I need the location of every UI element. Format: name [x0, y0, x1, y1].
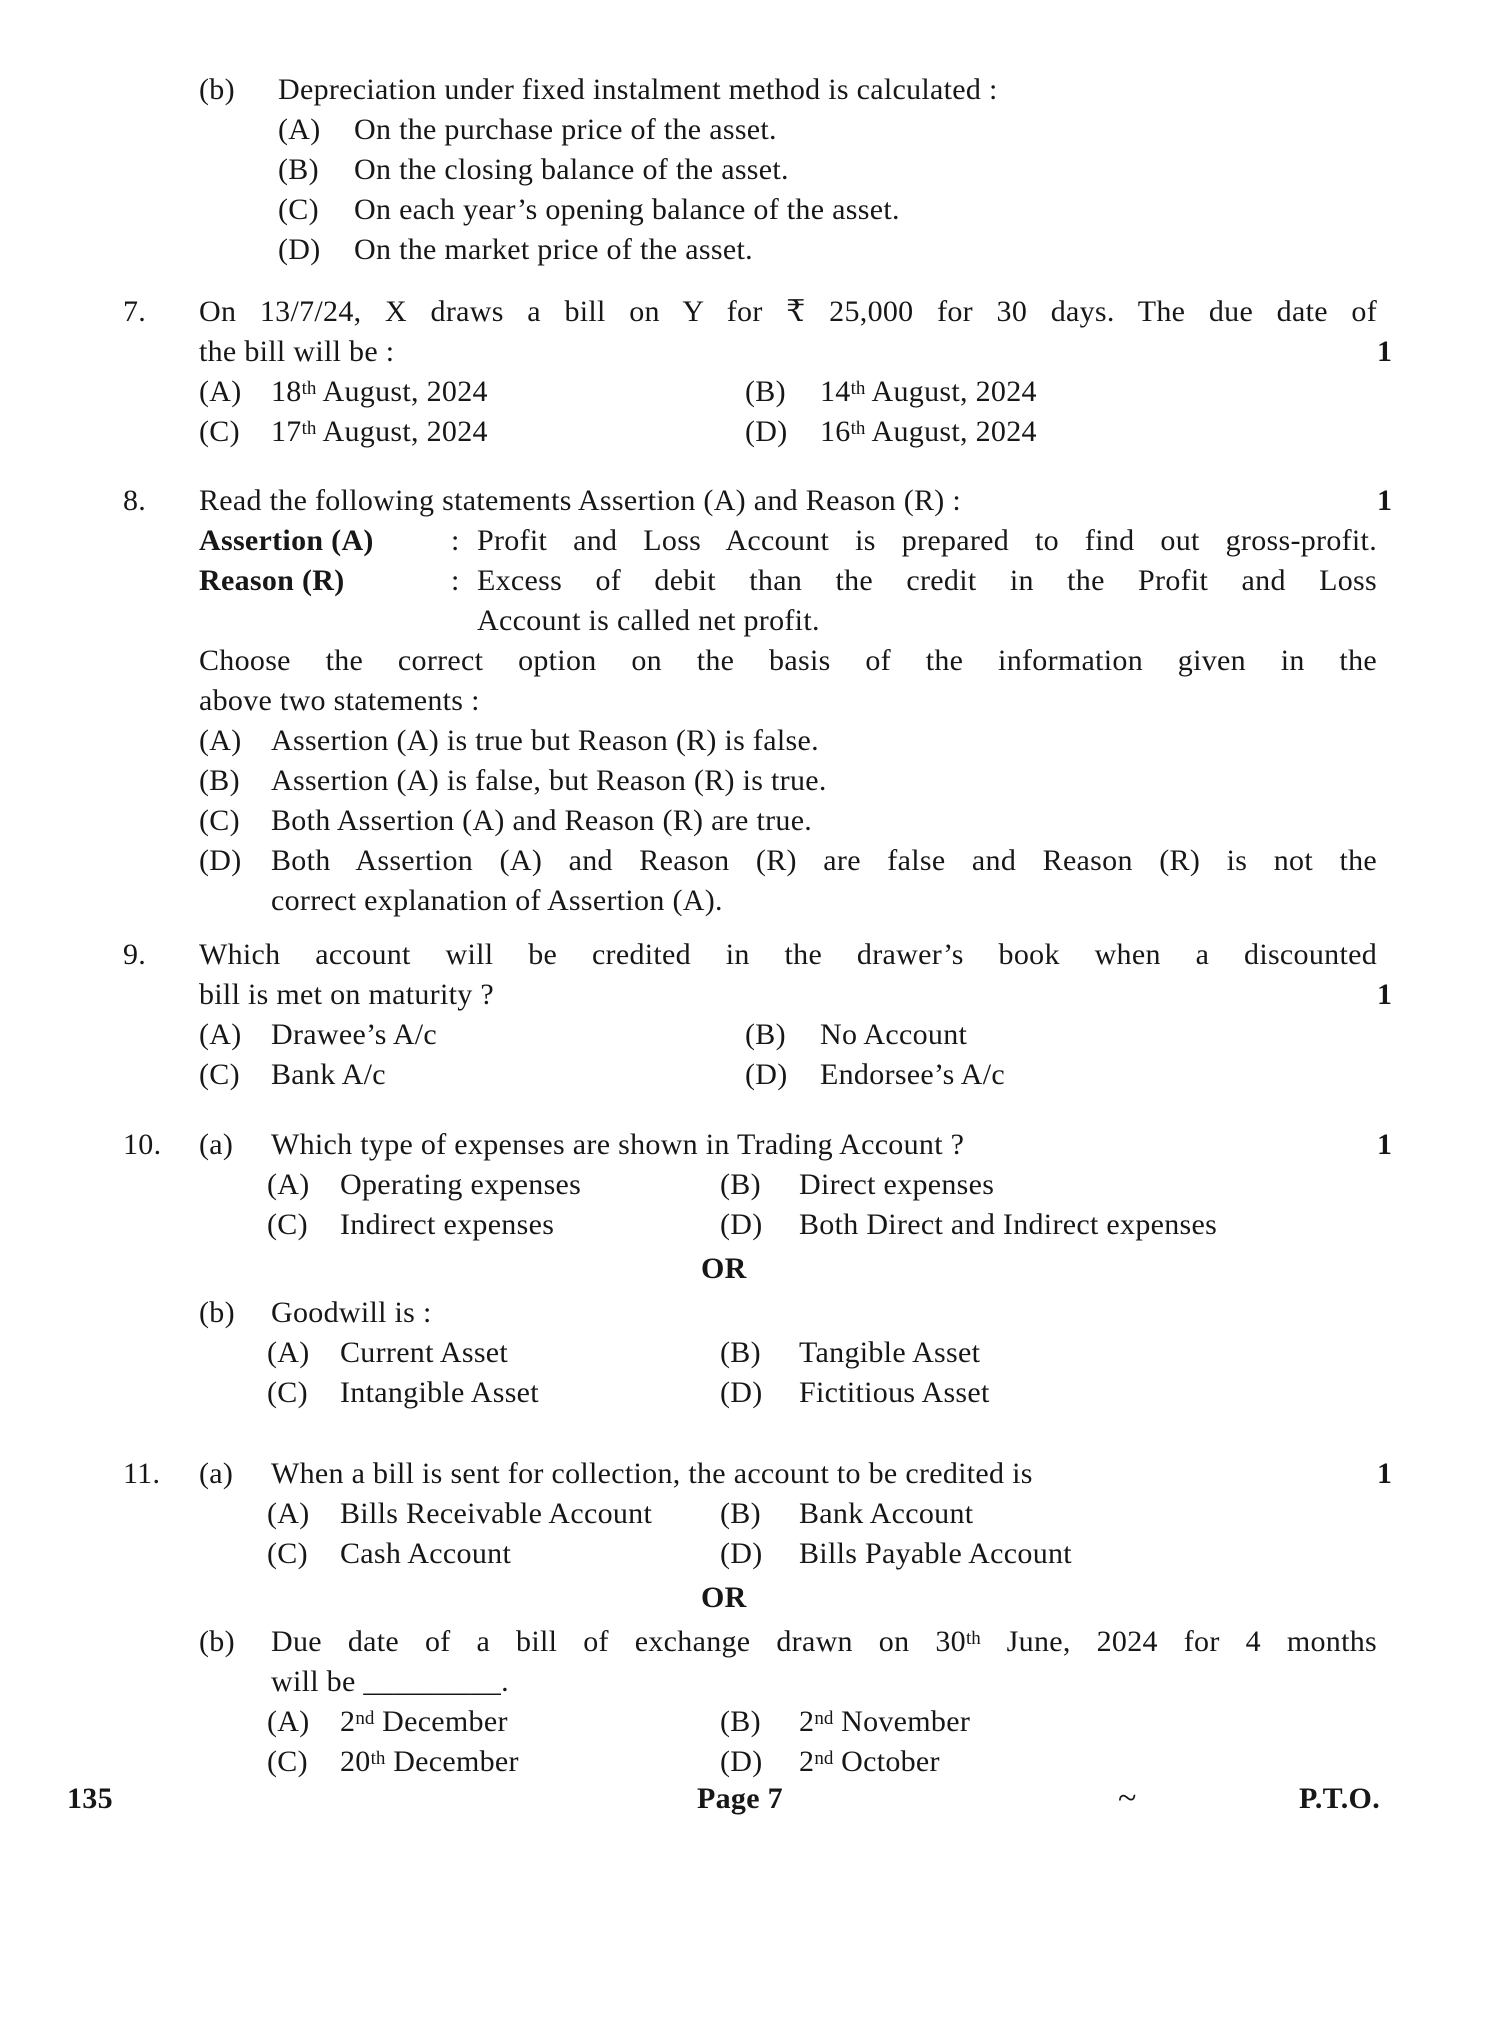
- scan-mark: ~: [1118, 1780, 1137, 1817]
- assertion-label: Assertion (A): [199, 524, 374, 557]
- option-text: Bills Payable Account: [799, 1537, 1072, 1570]
- option-row: [199, 761, 1377, 801]
- reason-text: Excess of debit than the credit in the Profit and Loss Account is called net profit.: [477, 564, 1377, 637]
- option-row: [199, 1055, 1377, 1095]
- question-text-line: Which account will be credited in the drawer’s book when a discounted: [199, 938, 1377, 971]
- option-row: [267, 1742, 1377, 1782]
- question-9: [123, 935, 1392, 1095]
- reason-row: [199, 561, 1377, 641]
- question-6b: [123, 70, 1392, 270]
- option-text: Both Assertion (A) and Reason (R) are true.: [271, 804, 813, 837]
- option-letter: (A): [267, 1705, 310, 1738]
- marks-badge: 1: [1377, 978, 1393, 1011]
- question-text-line: above two statements :: [199, 684, 480, 717]
- option-letter: (C): [267, 1745, 308, 1778]
- question-7: [123, 292, 1392, 452]
- subpart-label: (b): [199, 1625, 235, 1658]
- subpart-label: (a): [199, 1128, 234, 1161]
- subpart-label: (b): [199, 1296, 235, 1329]
- paper-code: 135: [67, 1782, 113, 1815]
- question-10: [123, 1125, 1392, 1413]
- option-row: [278, 110, 1377, 150]
- option-text: 17th August, 2024: [271, 415, 488, 448]
- option-letter: (D): [720, 1537, 763, 1570]
- option-row: [267, 1373, 1377, 1413]
- option-text: Endorsee’s A/c: [820, 1058, 1005, 1091]
- option-row: [267, 1205, 1377, 1245]
- option-text: On each year’s opening balance of the asset.: [354, 193, 900, 226]
- subpart-row: [199, 1293, 1377, 1333]
- option-letter: (B): [720, 1168, 761, 1201]
- ordinal-suffix: th: [965, 1628, 981, 1649]
- option-row: [267, 1702, 1377, 1742]
- option-text: 16th August, 2024: [820, 415, 1037, 448]
- question-text: When a bill is sent for collection, the account to be credited is: [271, 1457, 1033, 1490]
- option-text: Bills Receivable Account: [340, 1497, 653, 1530]
- question-number: 7.: [123, 295, 147, 328]
- ordinal-suffix: th: [301, 378, 317, 399]
- subpart-row: [199, 1622, 1377, 1702]
- marks-badge: 1: [1377, 1457, 1393, 1490]
- ordinal-suffix: th: [301, 418, 317, 439]
- subpart-label: (b): [199, 73, 235, 106]
- ordinal-suffix: nd: [814, 1748, 834, 1769]
- option-row: [278, 150, 1377, 190]
- option-row: [267, 1165, 1377, 1205]
- option-letter: (B): [745, 375, 786, 408]
- option-text: Both Direct and Indirect expenses: [799, 1208, 1218, 1241]
- pto-label: P.T.O.: [1299, 1782, 1380, 1815]
- option-letter: (D): [720, 1208, 763, 1241]
- option-row: [199, 372, 1377, 412]
- colon: :: [451, 524, 460, 557]
- page-footer: [0, 1779, 1505, 1821]
- subpart-row: [199, 1454, 1377, 1494]
- option-row: [267, 1333, 1377, 1373]
- option-text: 2nd October: [799, 1745, 940, 1778]
- option-row: [199, 841, 1377, 921]
- subpart-row: [199, 70, 1377, 110]
- question-number: 9.: [123, 938, 147, 971]
- option-letter: (B): [720, 1497, 761, 1530]
- question-text: Goodwill is :: [271, 1296, 432, 1329]
- page-label: Page 7: [697, 1782, 783, 1815]
- option-text: Operating expenses: [340, 1168, 582, 1201]
- option-letter: (B): [745, 1018, 786, 1051]
- reason-label: Reason (R): [199, 564, 345, 597]
- question-8: [123, 481, 1392, 921]
- or-divider: OR: [701, 1252, 747, 1285]
- question-text: Depreciation under fixed instalment method is calculated :: [278, 73, 998, 106]
- marks-badge: 1: [1377, 1128, 1393, 1161]
- option-text: Drawee’s A/c: [271, 1018, 438, 1051]
- option-letter: (D): [745, 415, 788, 448]
- option-letter: (B): [278, 153, 319, 186]
- option-letter: (A): [199, 724, 242, 757]
- option-row: [278, 190, 1377, 230]
- question-text: Due date of a bill of exchange drawn on 30th June, 2024 for 4 months will be _________.: [271, 1622, 1377, 1702]
- option-letter: (B): [720, 1705, 761, 1738]
- ordinal-suffix: th: [850, 378, 866, 399]
- option-letter: (C): [199, 1058, 240, 1091]
- option-text: Both Assertion (A) and Reason (R) are false and Reason (R) is not the correct explanation of Assertion (A).: [271, 844, 1377, 917]
- option-letter: (D): [278, 233, 321, 266]
- subpart-row: [199, 1125, 1377, 1165]
- assertion-row: [199, 521, 1377, 561]
- question-text-line: the bill will be :: [199, 335, 395, 368]
- option-text: 20th December: [340, 1745, 519, 1778]
- option-letter: (D): [745, 1058, 788, 1091]
- option-text: Current Asset: [340, 1336, 509, 1369]
- option-row: [278, 230, 1377, 270]
- option-letter: (A): [278, 113, 321, 146]
- option-text: 14th August, 2024: [820, 375, 1037, 408]
- option-text: Assertion (A) is false, but Reason (R) is true.: [271, 764, 827, 797]
- subpart-label: (a): [199, 1457, 234, 1490]
- ordinal-suffix: nd: [814, 1708, 834, 1729]
- option-letter: (C): [267, 1537, 308, 1570]
- option-letter: (A): [267, 1497, 310, 1530]
- question-number: [123, 70, 199, 270]
- option-letter: (C): [199, 804, 240, 837]
- option-text: Cash Account: [340, 1537, 512, 1570]
- option-letter: (C): [267, 1208, 308, 1241]
- option-text: On the closing balance of the asset.: [354, 153, 789, 186]
- option-row: [199, 412, 1377, 452]
- marks-badge: 1: [1377, 484, 1393, 517]
- option-letter: (C): [278, 193, 319, 226]
- option-letter: (A): [267, 1336, 310, 1369]
- ordinal-suffix: nd: [355, 1708, 375, 1729]
- page-content: [123, 70, 1392, 1782]
- fill-in-blank-line: will be _________.: [271, 1665, 509, 1698]
- option-letter: (A): [199, 1018, 242, 1051]
- option-text: No Account: [820, 1018, 968, 1051]
- option-row: [199, 721, 1377, 761]
- question-text-line: bill is met on maturity ?: [199, 978, 494, 1011]
- option-text: Bank Account: [799, 1497, 974, 1530]
- option-row: [267, 1494, 1377, 1534]
- question-number: 11.: [123, 1457, 161, 1490]
- option-text: Indirect expenses: [340, 1208, 555, 1241]
- option-letter: (B): [199, 764, 240, 797]
- question-number: 10.: [123, 1128, 162, 1161]
- option-letter: (D): [199, 844, 242, 877]
- option-text: Tangible Asset: [799, 1336, 981, 1369]
- option-text: 18th August, 2024: [271, 375, 488, 408]
- option-text: On the market price of the asset.: [354, 233, 753, 266]
- option-text: Direct expenses: [799, 1168, 995, 1201]
- question-number: 8.: [123, 484, 147, 517]
- option-letter: (D): [720, 1745, 763, 1778]
- option-row: [199, 801, 1377, 841]
- option-row: [199, 1015, 1377, 1055]
- option-letter: (C): [267, 1376, 308, 1409]
- option-text: Bank A/c: [271, 1058, 386, 1091]
- option-text: Fictitious Asset: [799, 1376, 990, 1409]
- question-text: Which type of expenses are shown in Trading Account ?: [271, 1128, 965, 1161]
- question-text-line: Read the following statements Assertion (A) and Reason (R) :: [199, 484, 962, 517]
- question-11: [123, 1454, 1392, 1782]
- option-letter: (A): [267, 1168, 310, 1201]
- option-text: Assertion (A) is true but Reason (R) is false.: [271, 724, 819, 757]
- assertion-text: Profit and Loss Account is prepared to find out gross-profit.: [477, 524, 1377, 557]
- option-letter: (B): [720, 1336, 761, 1369]
- option-letter: (C): [199, 415, 240, 448]
- option-letter: (D): [720, 1376, 763, 1409]
- option-row: [267, 1534, 1377, 1574]
- colon: :: [451, 564, 460, 597]
- marks-badge: 1: [1377, 335, 1393, 368]
- option-text: On the purchase price of the asset.: [354, 113, 777, 146]
- option-text: 2nd December: [340, 1705, 508, 1738]
- ordinal-suffix: th: [370, 1748, 386, 1769]
- option-letter: (A): [199, 375, 242, 408]
- question-text-line: Choose the correct option on the basis of the information given in the: [199, 644, 1377, 677]
- or-divider: OR: [701, 1581, 747, 1614]
- question-text-line: On 13/7/24, X draws a bill on Y for ₹ 25,000 for 30 days. The due date of: [199, 295, 1377, 328]
- option-text: Intangible Asset: [340, 1376, 539, 1409]
- option-text: 2nd November: [799, 1705, 971, 1738]
- ordinal-suffix: th: [850, 418, 866, 439]
